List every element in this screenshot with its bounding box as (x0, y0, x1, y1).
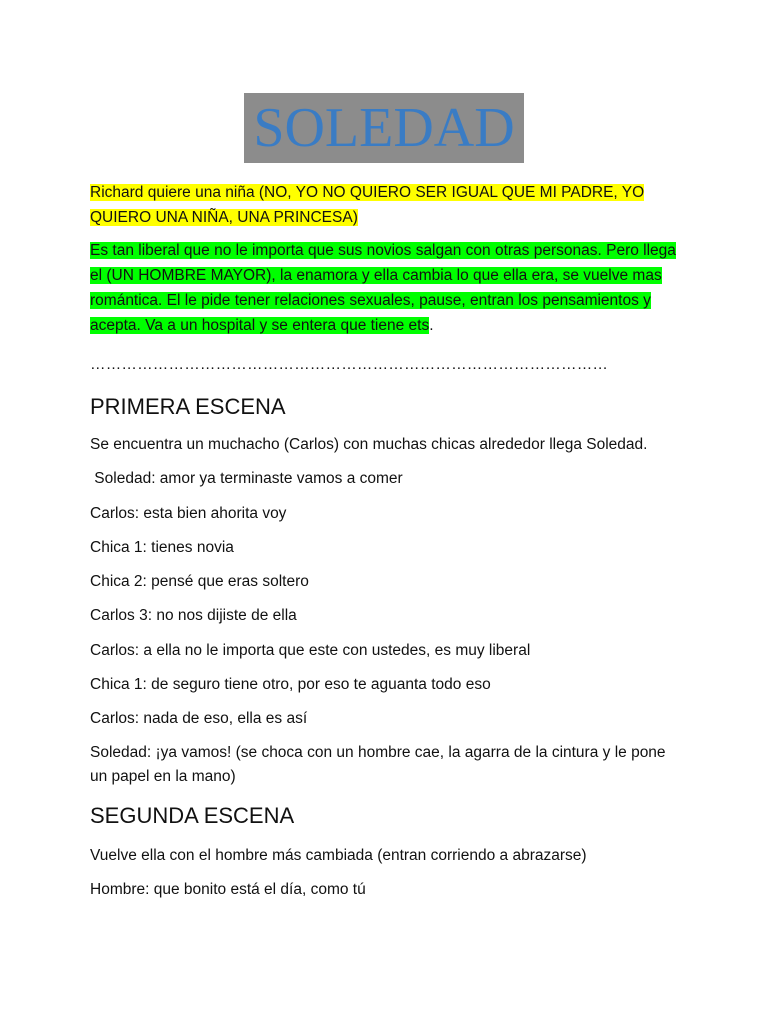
scene1-line: Chica 1: de seguro tiene otro, por eso te aguanta todo eso (90, 676, 491, 693)
separator-line: ……………………………………………………………………………………… (90, 356, 609, 373)
intro-yellow-paragraph (90, 180, 690, 230)
document-title: SOLEDAD (253, 97, 515, 159)
intro-green-highlight: Es tan liberal que no le importa que sus novios salgan con otras personas. Pero llega el (UN HOMBRE MAYOR), la enamora y ella cambia lo que ella era, se vuelve mas romántica. El le pide tener relaciones sexuales, pause, entran los pensamientos y acepta. Va a un hospital y se entera que tiene ets (90, 242, 676, 334)
scene1-line: Carlos 3: no nos dijiste de ella (90, 607, 297, 624)
intro-yellow-highlight: Richard quiere una niña (NO, YO NO QUIERO SER IGUAL QUE MI PADRE, YO QUIERO UNA NIÑA, UNA PRINCESA) (90, 184, 645, 226)
scene2-heading: SEGUNDA ESCENA (90, 803, 295, 828)
scene2-line: Hombre: que bonito está el día, como tú (90, 881, 366, 898)
intro-green-suffix: . (429, 317, 434, 334)
scene1-line: Carlos: a ella no le importa que este con ustedes, es muy liberal (90, 642, 531, 659)
scene1-line: Carlos: nada de eso, ella es así (90, 710, 308, 727)
scene1-line: Chica 2: pensé que eras soltero (90, 573, 309, 590)
scene1-heading: PRIMERA ESCENA (90, 394, 286, 419)
scene1-line: Chica 1: tienes novia (90, 539, 234, 556)
scene1-line: Carlos: esta bien ahorita voy (90, 505, 287, 522)
title-box (244, 93, 524, 163)
scene1-line: Soledad: ¡ya vamos! (se choca con un hombre cae, la agarra de la cintura y le pone un papel en la mano) (90, 744, 666, 785)
intro-green-paragraph (90, 238, 690, 338)
scene1-line: Soledad: amor ya terminaste vamos a comer (90, 470, 403, 487)
scene2-line: Vuelve ella con el hombre más cambiada (entran corriendo a abrazarse) (90, 847, 587, 864)
scene1-line: Se encuentra un muchacho (Carlos) con muchas chicas alrededor llega Soledad. (90, 436, 648, 453)
